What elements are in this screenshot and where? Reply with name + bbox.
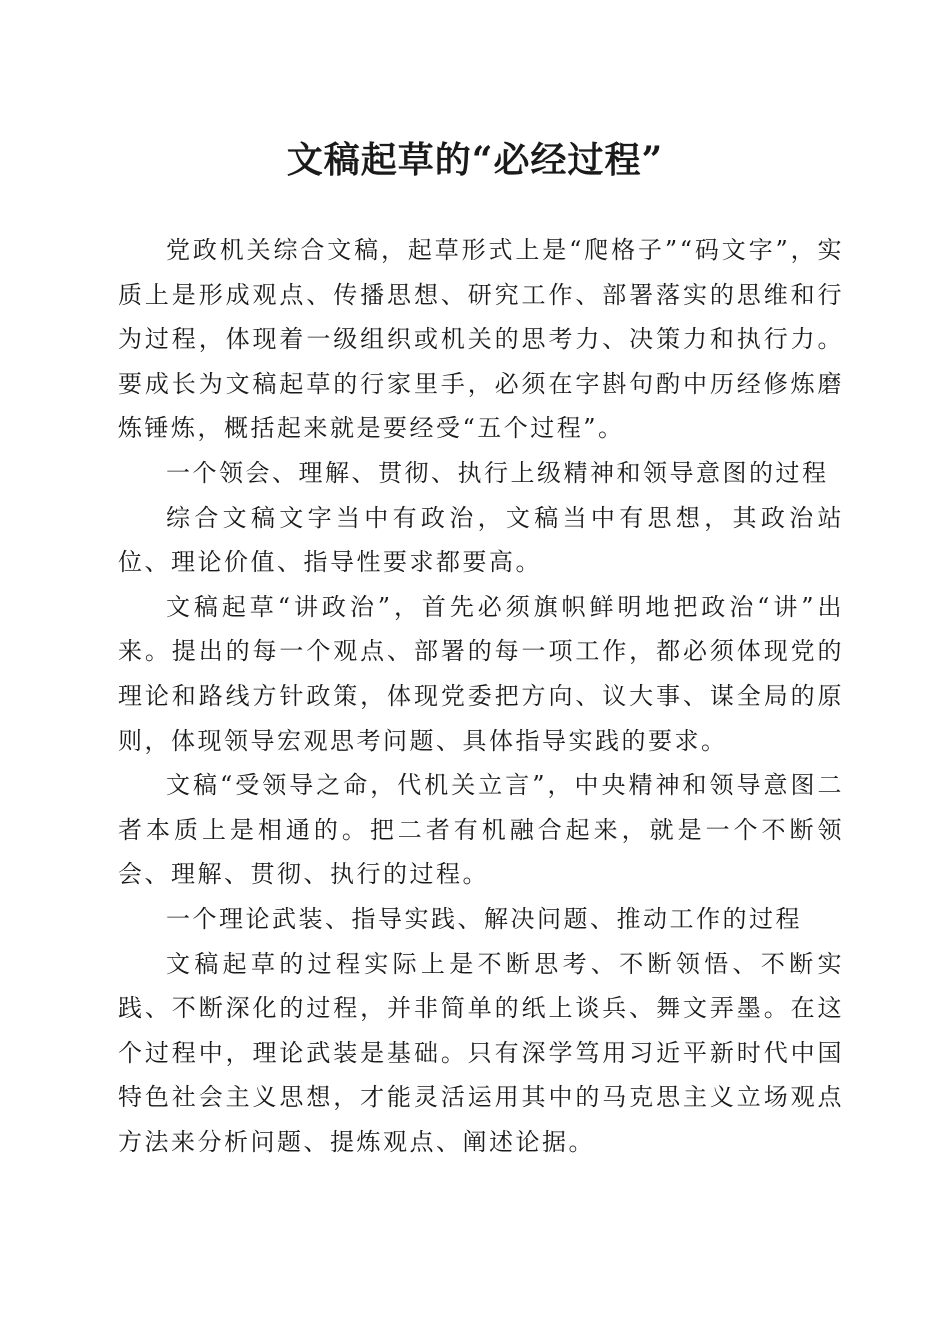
page-title: 文稿起草的“必经过程” (286, 139, 664, 181)
paragraph: 文稿起草的过程实际上是不断思考、不断领悟、不断实践、不断深化的过程，并非简单的纸上谈兵、舞文弄墨。在这个过程中，理论武装是基础。只有深学笃用习近平新时代中国特色社会主义思想，才能灵活运用其中的马克思主义立场观点方法来分析问题、提炼观点、阐述论据。 (118, 949, 844, 1156)
paragraph: 文稿“受领导之命，代机关立言”，中央精神和领导意图二者本质上是相通的。把二者有机融合起来，就是一个不断领会、理解、贯彻、执行的过程。 (118, 771, 844, 889)
section-heading-2: 一个理论武装、指导实践、解决问题、推动工作的过程 (166, 904, 802, 933)
paragraph: 综合文稿文字当中有政治，文稿当中有思想，其政治站位、理论价值、指导性要求都要高。 (118, 503, 844, 577)
section-heading-1: 一个领会、理解、贯彻、执行上级精神和领导意图的过程 (166, 458, 829, 487)
paragraph-intro: 党政机关综合文稿，起草形式上是“爬格子”“码文字”，实质上是形成观点、传播思想、研究工作、部署落实的思维和行为过程，体现着一级组织或机关的思考力、决策力和执行力。要成长为文稿起草的行家里手，必须在字斟句酌中历经修炼磨炼锤炼，概括起来就是要经受“五个过程”。 (118, 236, 844, 443)
paragraph: 文稿起草“讲政治”，首先必须旗帜鲜明地把政治“讲”出来。提出的每一个观点、部署的每一项工作，都必须体现党的理论和路线方针政策，体现党委把方向、议大事、谋全局的原则，体现领导宏观思考问题、具体指导实践的要求。 (118, 592, 844, 755)
document-body (118, 228, 844, 1164)
